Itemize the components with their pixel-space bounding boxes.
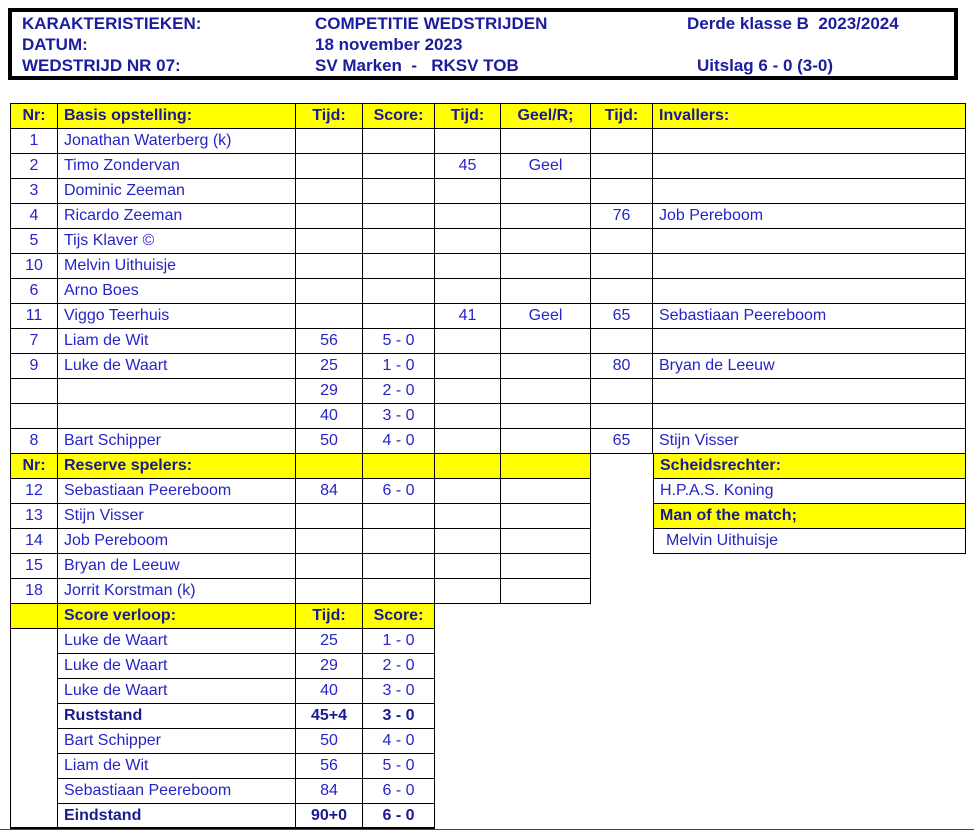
cell-score: 2 - 0 (363, 654, 435, 679)
cell-nr (11, 379, 58, 404)
cell-substitute (653, 229, 966, 254)
cell-sub-time (591, 229, 653, 254)
match-result: Uitslag 6 - 0 (3-0) (697, 55, 834, 75)
cell-scorer: Eindstand (58, 804, 296, 829)
cell-sub-time (591, 129, 653, 154)
cell-goal-time (296, 179, 363, 204)
cell-substitute (653, 129, 966, 154)
table-header-row (11, 104, 966, 129)
cell-score (363, 554, 435, 579)
cell-goal-time: 56 (296, 329, 363, 354)
cell-score: 5 - 0 (363, 329, 435, 354)
cell-substitute (653, 179, 966, 204)
cell-nr: 6 (11, 279, 58, 304)
score-row (11, 754, 966, 779)
cell-score (363, 229, 435, 254)
cell-substitute (653, 154, 966, 179)
match-info-panel (8, 8, 958, 80)
cell-card-time: 45 (435, 154, 501, 179)
motm-player: Melvin Uithuisje (653, 529, 966, 554)
cell-substitute (653, 279, 966, 304)
cell-score: 5 - 0 (363, 754, 435, 779)
cell-card (501, 229, 591, 254)
cell-score: 2 - 0 (363, 379, 435, 404)
cell-card-time (435, 429, 501, 454)
cell-score (363, 204, 435, 229)
cell-sub-time (591, 404, 653, 429)
cell-card (501, 279, 591, 304)
cell-player (58, 404, 296, 429)
cell-goal-time (296, 204, 363, 229)
verloop-score-label: Score: (363, 604, 435, 629)
cell-card (501, 329, 591, 354)
cell-gap (591, 479, 653, 504)
cell-card-time (435, 579, 501, 604)
cell-score (363, 129, 435, 154)
verloop-title: Score verloop: (58, 604, 296, 629)
cell-card-time (435, 254, 501, 279)
column-header-1: Basis opstelling: (58, 104, 296, 129)
cell-nr: 13 (11, 504, 58, 529)
cell-card (501, 579, 591, 604)
cell-goal-time: 50 (296, 729, 363, 754)
cell-card (501, 254, 591, 279)
column-header-6: Tijd: (591, 104, 653, 129)
column-header-3: Score: (363, 104, 435, 129)
cell-goal-time: 84 (296, 479, 363, 504)
cell-card-time (435, 504, 501, 529)
score-row (11, 704, 966, 729)
cell-sub-time (591, 254, 653, 279)
cell-card: Geel (501, 304, 591, 329)
reserve-spacer (435, 454, 501, 479)
reserve-row (11, 504, 966, 529)
cell-score: 4 - 0 (363, 429, 435, 454)
cell-nr: 2 (11, 154, 58, 179)
cell-goal-time (296, 304, 363, 329)
cell-goal-time (296, 579, 363, 604)
cell-substitute: Bryan de Leeuw (653, 354, 966, 379)
lineup-row (11, 429, 966, 454)
cell-card-time (435, 404, 501, 429)
cell-player: Viggo Teerhuis (58, 304, 296, 329)
cell-gap (591, 579, 653, 604)
cell-score (363, 529, 435, 554)
cell-goal-time: 25 (296, 629, 363, 654)
cell-score: 1 - 0 (363, 354, 435, 379)
column-header-5: Geel/R; (501, 104, 591, 129)
characteristics-label: KARAKTERISTIEKEN: (22, 13, 202, 33)
cell-nr (11, 629, 58, 654)
cell-goal-time: 84 (296, 779, 363, 804)
cell-score: 3 - 0 (363, 404, 435, 429)
cell-card (501, 404, 591, 429)
cell-score: 3 - 0 (363, 679, 435, 704)
cell-card-time: 41 (435, 304, 501, 329)
lineup-row (11, 204, 966, 229)
cell-goal-time: 40 (296, 404, 363, 429)
cell-sub-time (591, 329, 653, 354)
cell-goal-time (296, 229, 363, 254)
cell-score (363, 154, 435, 179)
lineup-row (11, 379, 966, 404)
cell-goal-time: 45+4 (296, 704, 363, 729)
lineup-row (11, 279, 966, 304)
cell-nr: 8 (11, 429, 58, 454)
cell-sub-time: 76 (591, 204, 653, 229)
cell-goal-time (296, 254, 363, 279)
cell-player: Tijs Klaver © (58, 229, 296, 254)
cell-goal-time (296, 129, 363, 154)
cell-sub-time: 65 (591, 304, 653, 329)
cell-card-time (435, 129, 501, 154)
cell-scorer: Bart Schipper (58, 729, 296, 754)
cell-gap (591, 529, 653, 554)
cell-nr (11, 729, 58, 754)
cell-nr (11, 754, 58, 779)
cell-sub-time: 65 (591, 429, 653, 454)
score-row (11, 779, 966, 804)
cell-goal-time (296, 529, 363, 554)
score-progress-header-row (11, 604, 966, 629)
cell-card-time (435, 479, 501, 504)
lineup-table (10, 103, 966, 829)
cell-substitute: Job Pereboom (653, 204, 966, 229)
cell-score: 6 - 0 (363, 779, 435, 804)
cell-card-time (435, 354, 501, 379)
cell-player: Bart Schipper (58, 429, 296, 454)
cell-nr: 10 (11, 254, 58, 279)
sheet-bottom-rule (0, 829, 974, 830)
lineup-row (11, 129, 966, 154)
cell-scorer: Liam de Wit (58, 754, 296, 779)
cell-card-time (435, 204, 501, 229)
cell-card (501, 529, 591, 554)
cell-card (501, 429, 591, 454)
cell-goal-time: 40 (296, 679, 363, 704)
cell-score (363, 504, 435, 529)
cell-player: Timo Zondervan (58, 154, 296, 179)
cell-player: Dominic Zeeman (58, 179, 296, 204)
cell-card-time (435, 179, 501, 204)
cell-goal-time (296, 154, 363, 179)
cell-score (363, 304, 435, 329)
cell-nr (11, 679, 58, 704)
cell-sub-time (591, 279, 653, 304)
match-date: 18 november 2023 (315, 34, 463, 54)
reserve-title: Reserve spelers: (58, 454, 296, 479)
cell-nr: 4 (11, 204, 58, 229)
cell-card-time (435, 229, 501, 254)
motm-label: Man of the match; (653, 504, 966, 529)
cell-nr: 5 (11, 229, 58, 254)
cell-goal-time: 29 (296, 654, 363, 679)
cell-score (363, 254, 435, 279)
cell-player: Arno Boes (58, 279, 296, 304)
cell-player: Liam de Wit (58, 329, 296, 354)
cell-sub-time (591, 379, 653, 404)
cell-goal-time: 50 (296, 429, 363, 454)
score-row (11, 804, 966, 829)
cell-sub-time (591, 154, 653, 179)
cell-score: 3 - 0 (363, 704, 435, 729)
referee-name: H.P.A.S. Koning (653, 479, 966, 504)
date-label: DATUM: (22, 34, 88, 54)
cell-card: Geel (501, 154, 591, 179)
cell-card-time (435, 379, 501, 404)
cell-goal-time (296, 504, 363, 529)
cell-player: Stijn Visser (58, 504, 296, 529)
cell-card-time (435, 329, 501, 354)
reserve-spacer (501, 454, 591, 479)
reserve-row (11, 554, 966, 579)
match-info-row-3 (12, 55, 954, 76)
cell-player: Ricardo Zeeman (58, 204, 296, 229)
column-header-4: Tijd: (435, 104, 501, 129)
cell-goal-time: 90+0 (296, 804, 363, 829)
column-header-7: Invallers: (653, 104, 966, 129)
cell-score (363, 179, 435, 204)
cell-nr (11, 654, 58, 679)
cell-score: 4 - 0 (363, 729, 435, 754)
season-class: Derde klasse B 2023/2024 (687, 13, 899, 33)
reserve-row (11, 529, 966, 554)
match-teams: SV Marken - RKSV TOB (315, 55, 519, 75)
lineup-row (11, 229, 966, 254)
score-row (11, 654, 966, 679)
cell-nr (11, 804, 58, 829)
cell-substitute (653, 379, 966, 404)
cell-card-time (435, 279, 501, 304)
cell-scorer: Luke de Waart (58, 629, 296, 654)
match-number-label: WEDSTRIJD NR 07: (22, 55, 181, 75)
lineup-row (11, 179, 966, 204)
cell-card (501, 179, 591, 204)
lineup-row (11, 354, 966, 379)
cell-gap (591, 504, 653, 529)
cell-nr: 12 (11, 479, 58, 504)
cell-card (501, 129, 591, 154)
cell-nr: 3 (11, 179, 58, 204)
cell-goal-time (296, 554, 363, 579)
cell-nr: 1 (11, 129, 58, 154)
reserve-gap (591, 454, 653, 479)
cell-scorer: Ruststand (58, 704, 296, 729)
cell-nr: 15 (11, 554, 58, 579)
cell-substitute (653, 329, 966, 354)
lineup-row (11, 404, 966, 429)
referee-title: Scheidsrechter: (653, 454, 966, 479)
cell-scorer: Luke de Waart (58, 679, 296, 704)
cell-goal-time (296, 279, 363, 304)
cell-scorer: Sebastiaan Peereboom (58, 779, 296, 804)
cell-goal-time: 29 (296, 379, 363, 404)
cell-player: Jorrit Korstman (k) (58, 579, 296, 604)
lineup-row (11, 304, 966, 329)
cell-card (501, 479, 591, 504)
cell-card-time (435, 554, 501, 579)
verloop-nr-spacer (11, 604, 58, 629)
cell-nr (11, 779, 58, 804)
lineup-row (11, 329, 966, 354)
cell-card-time (435, 529, 501, 554)
cell-card (501, 354, 591, 379)
match-info-spacer (677, 34, 954, 55)
lineup-row (11, 254, 966, 279)
cell-player: Job Pereboom (58, 529, 296, 554)
column-header-2: Tijd: (296, 104, 363, 129)
score-row (11, 629, 966, 654)
cell-goal-time: 25 (296, 354, 363, 379)
cell-score (363, 279, 435, 304)
cell-nr: 9 (11, 354, 58, 379)
reserve-header-row (11, 454, 966, 479)
cell-nr: 11 (11, 304, 58, 329)
lineup-row (11, 154, 966, 179)
empty-cell (653, 579, 966, 604)
cell-sub-time (591, 179, 653, 204)
cell-gap (591, 554, 653, 579)
cell-player: Bryan de Leeuw (58, 554, 296, 579)
cell-substitute: Stijn Visser (653, 429, 966, 454)
cell-nr (11, 704, 58, 729)
score-row (11, 679, 966, 704)
cell-scorer: Luke de Waart (58, 654, 296, 679)
cell-nr: 18 (11, 579, 58, 604)
cell-player: Luke de Waart (58, 354, 296, 379)
cell-nr: 7 (11, 329, 58, 354)
cell-card (501, 554, 591, 579)
cell-player: Melvin Uithuisje (58, 254, 296, 279)
reserve-row (11, 579, 966, 604)
cell-substitute (653, 404, 966, 429)
empty-cell (653, 554, 966, 579)
reserve-row (11, 479, 966, 504)
cell-goal-time: 56 (296, 754, 363, 779)
competition-type: COMPETITIE WEDSTRIJDEN (315, 13, 548, 33)
cell-player: Jonathan Waterberg (k) (58, 129, 296, 154)
reserve-nr-label: Nr: (11, 454, 58, 479)
reserve-spacer (363, 454, 435, 479)
cell-score (363, 579, 435, 604)
cell-card (501, 204, 591, 229)
cell-player (58, 379, 296, 404)
match-info-row-1 (12, 13, 954, 34)
cell-score: 6 - 0 (363, 804, 435, 829)
cell-player: Sebastiaan Peereboom (58, 479, 296, 504)
verloop-tijd-label: Tijd: (296, 604, 363, 629)
cell-score: 6 - 0 (363, 479, 435, 504)
reserve-spacer (296, 454, 363, 479)
match-info-row-2 (12, 34, 954, 55)
cell-substitute: Sebastiaan Peereboom (653, 304, 966, 329)
score-row (11, 729, 966, 754)
cell-card (501, 379, 591, 404)
column-header-0: Nr: (11, 104, 58, 129)
cell-sub-time: 80 (591, 354, 653, 379)
cell-nr: 14 (11, 529, 58, 554)
cell-card (501, 504, 591, 529)
cell-nr (11, 404, 58, 429)
cell-substitute (653, 254, 966, 279)
cell-score: 1 - 0 (363, 629, 435, 654)
